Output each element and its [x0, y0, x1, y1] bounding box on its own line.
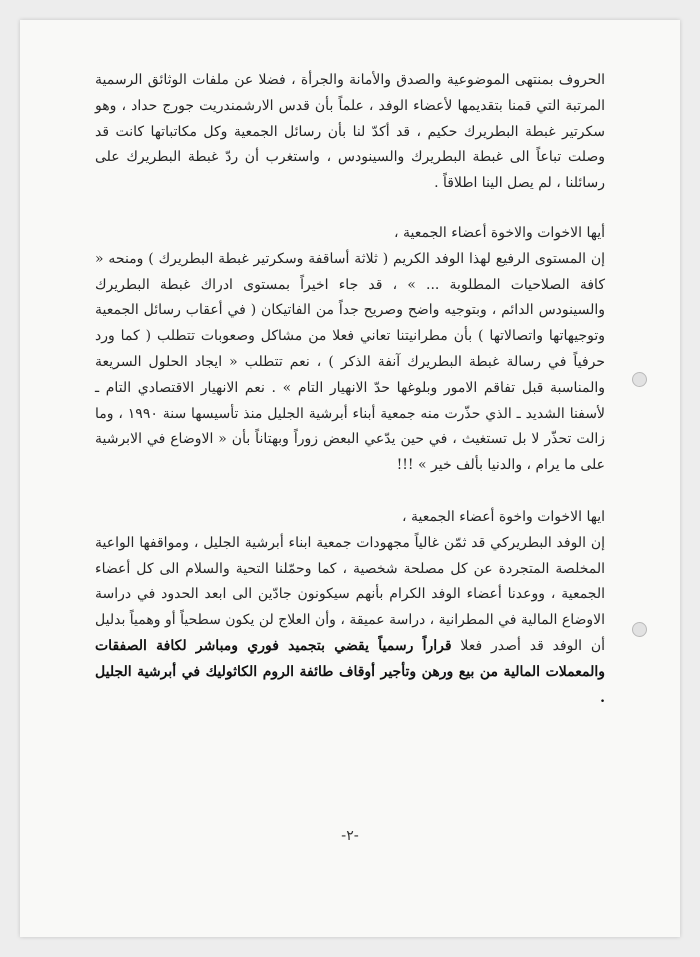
- punch-hole-top: [632, 372, 647, 387]
- document-page: [20, 20, 680, 937]
- greeting-1: أيها الاخوات والاخوة أعضاء الجمعية ،: [394, 224, 605, 241]
- punch-hole-bottom: [632, 622, 647, 637]
- paragraph-3-bold-decision: قراراً رسمياً يقضي بتجميد فوري ومباشر لكافة الصفقات والمعملات المالية من بيع ورهن وتأجير أوقاف طائفة الروم الكاثوليك في أبرشية الجليل .: [95, 637, 605, 706]
- paragraph-3-text: إن الوفد البطريركي قد ثمّن غالياً مجهودات جمعية ابناء أبرشية الجليل ، ومواقفها الواعية المخلصة المتجردة عن كل مصلحة شخصية ، كما وحمّلنا التحية والسلام الى كل أعضاء الجمعية ، ووعدنا أعضاء الوفد الكرام بأنهم سيكونون جادّين الى ابعد الحدود في دراسة الاوضاع المالية في المطرانية ، دراسة عميقة ، وأن العلاج لن يكون سطحياً أو وهمياً بدليل أن الوفد قد أصدر فعلا: [95, 534, 605, 654]
- paragraph-3: [95, 531, 605, 712]
- letter-body: [95, 68, 605, 711]
- greeting-2: ايها الاخوات واخوة أعضاء الجمعية ،: [402, 508, 605, 525]
- paragraph-2: إن المستوى الرفيع لهذا الوفد الكريم ( ثلاثة أساقفة وسكرتير غبطة البطريرك ) ومنحه « كافة الصلاحيات المطلوبة ... » ، قد جاء اخيراً بمستوى ادراك غبطة البطريرك والسينودس الدائم ، وبتوجيه واضح وصريح جداً من الفاتيكان ( في أعقاب رسائل الجمعية وتوجيهاتها واتصالاتها ) بأن مطرانيتنا تعاني فعلا من مشاكل وصعوبات تتطلب ( كما ورد حرفياً في رسالة غبطة البطريرك آنفة الذكر ) ، نعم تتطلب « ايجاد الحلول السريعة والمناسبة قبل تفاقم الامور وبلوغها حدّ الانهيار التام » . نعم الانهيار الاقتصادي التام ـ لأسفنا الشديد ـ الذي حذّرت منه جمعية أبناء أبرشية الجليل منذ تأسيسها سنة ١٩٩٠ ، وما زالت تحذّر لا بل تستغيث ، في حين يدّعي البعض زوراً وبهتاناً بأن « الاوضاع في الابرشية على ما يرام ، والدنيا بألف خير » !!!: [95, 250, 605, 474]
- page-number: -٢-: [341, 828, 359, 844]
- paragraph-1: الحروف بمنتهى الموضوعية والصدق والأمانة والجرأة ، فضلا عن ملفات الوثائق الرسمية المرتبة التي قمنا بتقديمها لأعضاء الوفد ، علماً بأن قدس الارشمندريت جورج حداد ، وهو سكرتير غبطة البطريرك حكيم ، قد أكدّ لنا بأن رسائل الجمعية وكل مكاتباتها كانت قد وصلت تباعاً الى غبطة البطريرك والسينودس ، واستغرب أن ردّ غبطة البطريرك على رسائلنا ، لم يصل الينا اطلاقاً .: [95, 72, 605, 192]
